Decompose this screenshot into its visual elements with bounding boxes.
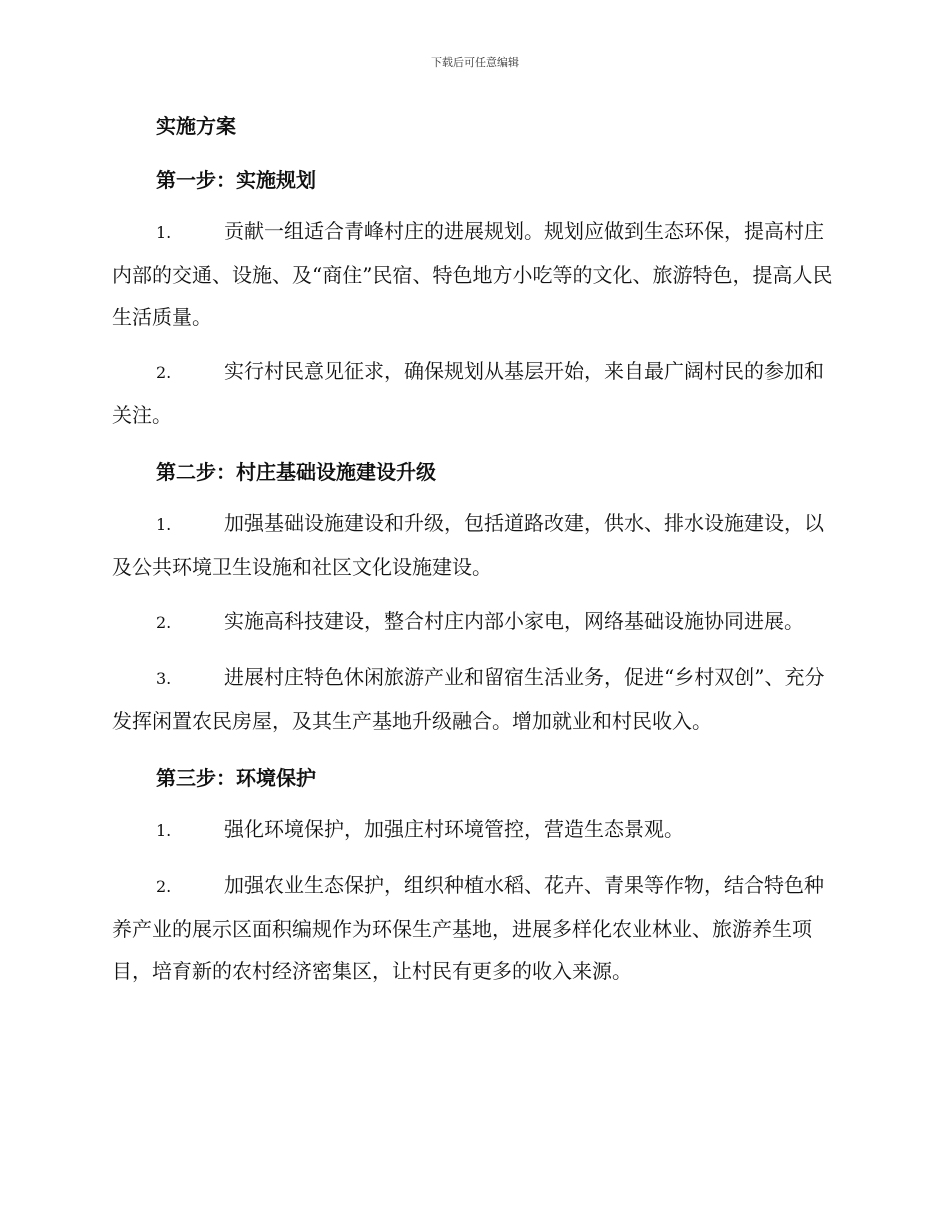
item-number: 2. [156,613,172,632]
section-heading: 第一步：实施规划 [156,168,316,192]
item-number: 1. [156,515,172,534]
document-body [112,108,834,992]
item-text: 实行村民意见征求，确保规划从基层开始，来自最广阔村民的参加和关注。 [112,359,824,427]
list-item [112,350,834,436]
item-number: 2. [156,877,172,896]
list-item [112,656,834,742]
section-2 [112,454,834,742]
item-number: 1. [156,821,172,840]
item-number: 1. [156,223,172,242]
item-text: 贡献一组适合青峰村庄的进展规划。规划应做到生态环保，提高村庄内部的交通、设施、及“商住”民宿、特色地方小吃等的文化、旅游特色，提高人民生活质量。 [112,219,833,329]
section-heading: 第二步：村庄基础设施建设升级 [156,460,436,484]
section-1 [112,162,834,436]
item-text: 加强基础设施建设和升级，包括道路改建，供水、排水设施建设，以及公共环境卫生设施和社区文化设施建设。 [112,511,824,579]
section-3 [112,760,834,992]
item-text: 加强农业生态保护，组织种植水稻、花卉、青果等作物，结合特色种养产业的展示区面积编规作为环保生产基地，进展多样化农业林业、旅游养生项目，培育新的农村经济密集区，让村民有更多的收入来源。 [112,873,824,983]
item-number: 2. [156,363,172,382]
item-text: 进展村庄特色休闲旅游产业和留宿生活业务，促进“乡村双创”、充分发挥闲置农民房屋，及其生产基地升级融合。增加就业和村民收入。 [112,665,825,733]
page-header: 下载后可任意编辑 [431,56,519,69]
list-item [112,502,834,588]
list-item [112,210,834,338]
list-item [112,864,834,992]
list-item [112,600,834,644]
document-title: 实施方案 [156,114,236,138]
item-text: 强化环境保护，加强庄村环境管控，营造生态景观。 [224,817,684,841]
item-number: 3. [156,669,172,688]
item-text: 实施高科技建设，整合村庄内部小家电，网络基础设施协同进展。 [224,609,804,633]
section-heading: 第三步：环境保护 [156,766,316,790]
list-item [112,808,834,852]
